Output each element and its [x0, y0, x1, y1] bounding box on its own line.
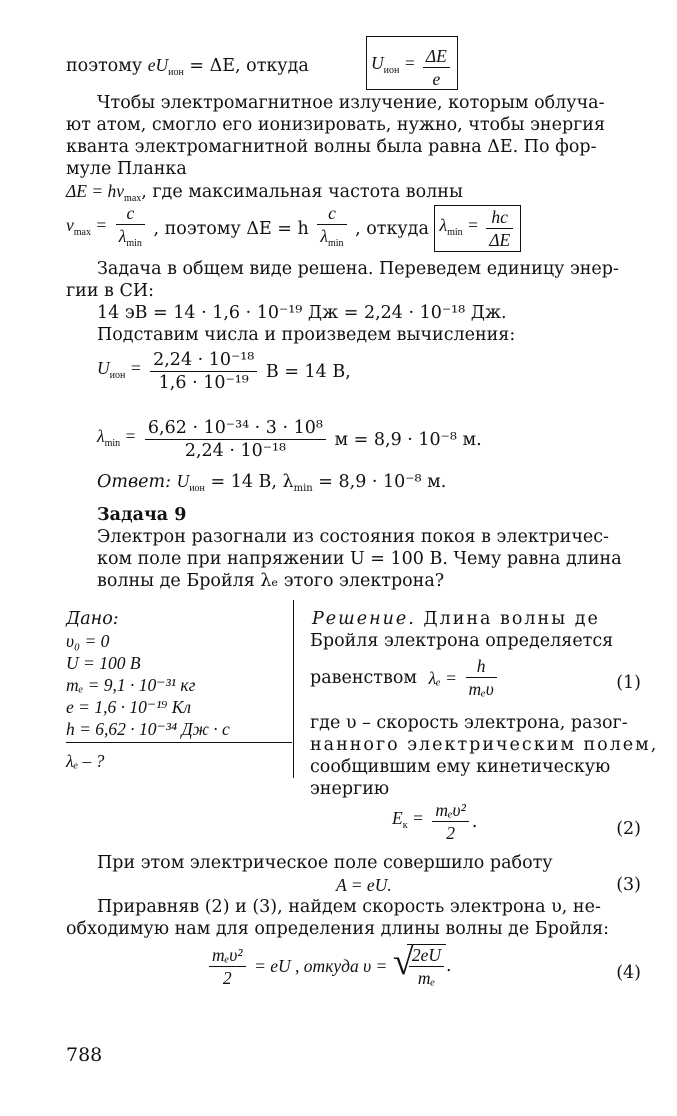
solution-label: Решение. [312, 609, 416, 629]
nu-formula-line: $\nu_{max}$ = $\frac{c}{\lambda_{min}}$ , поэтому ΔE = h $\frac{c}{\lambda_{min}}$ , откуда $\lambda_{min}$ = $\frac{hc}{\Delta E}$ [66, 203, 521, 254]
given-divider [66, 742, 292, 743]
p3-line-3: 14 эВ = 14 · 1,6 · 10⁻¹⁹ Дж = 2,24 · 10⁻¹⁸ Дж. [97, 303, 507, 323]
p2-line-1: Чтобы электромагнитное излучение, которым облуча- [97, 93, 605, 113]
nu: ν [66, 214, 74, 235]
given-title: Дано: [66, 609, 119, 629]
eq4-number: (4) [616, 963, 641, 983]
eq3-text: A = eU. [336, 875, 392, 895]
eq1-number: (1) [616, 673, 641, 693]
eq2-num: mₑυ² [432, 800, 469, 822]
nu-den2: λ [320, 226, 328, 246]
calc1-den: 1,6 · 10⁻¹⁹ [158, 373, 249, 393]
solution-l1-rest: Длина волны де [415, 609, 600, 629]
eq4-rad-den: mₑ [417, 968, 436, 988]
eq4-num: mₑυ² [209, 945, 246, 967]
given-vertical-rule [293, 600, 294, 778]
eq2-number: (2) [616, 819, 641, 839]
solution-line-6: сообщившим ему кинетическую [310, 757, 611, 777]
given-item-3: mₑ = 9,1 · 10⁻³¹ кг [66, 675, 196, 695]
nu-sub: max [73, 226, 91, 238]
task9-line-3: волны де Бройля λₑ этого электрона? [97, 571, 445, 591]
eq3-number: (3) [616, 875, 641, 895]
eq-eu: eU [147, 55, 169, 75]
solution-line-2: Бройля электрона определяется [310, 631, 614, 651]
given-item-2: U = 100 В [66, 653, 141, 673]
answer-sub2: min [293, 483, 313, 494]
p3-line-1: Задача в общем виде решена. Переведем единицу энер- [97, 259, 619, 279]
calc2-den: 2,24 · 10⁻¹⁸ [184, 441, 287, 461]
nu-mid: , поэтому ΔE = h [153, 218, 309, 239]
line-p1 [66, 54, 309, 84]
solution-line-7: энергию [310, 779, 390, 799]
calc2-num: 6,62 · 10⁻³⁴ · 3 · 10⁸ [145, 418, 326, 440]
solution-l3-text: равенством [310, 667, 417, 688]
p3-line-4: Подставим числа и произведем вычисления: [97, 325, 516, 345]
p2-line-4: муле Планка [66, 159, 187, 179]
eq2-sub: к [402, 819, 408, 831]
answer-end: = 8,9 · 10⁻⁸ м. [312, 472, 447, 492]
given-item-1: υ₀ = 0 [66, 631, 110, 651]
given-item-4: e = 1,6 · 10⁻¹⁹ Кл [66, 697, 192, 717]
calc1-rhs: В = 14 В, [265, 361, 351, 382]
eq-rest: = ΔE, откуда [183, 56, 309, 76]
task9-title: Задача 9 [97, 505, 187, 525]
solution-l3-num: h [466, 656, 497, 678]
answer-sub: ион [189, 483, 205, 494]
box-u: U [371, 53, 384, 73]
calc-u-line: $U_{ион}$ = $\frac{\text{2,24 · 10⁻¹⁸}}{\text{1,6 · 10⁻¹⁹}}$ В = 14 В, [97, 350, 351, 393]
eq4-den: 2 [222, 967, 232, 988]
calc1-lhs-sub: ион [109, 369, 126, 381]
given-find: λₑ – ? [66, 751, 105, 771]
p2-line-2: ют атом, смогло его ионизировать, нужно, чтобы энергия [66, 115, 606, 135]
box-de: ΔE [489, 230, 511, 250]
nu-end: , откуда [355, 218, 429, 239]
p4-line: При этом электрическое поле совершило работу [97, 853, 553, 873]
answer-mid: = 14 В, λ [204, 472, 294, 492]
sub-ion: ион [168, 67, 184, 78]
box-lambda: λ [439, 214, 448, 235]
eq4-mid: = eU , откуда υ = [254, 956, 388, 976]
box-num: ΔE [423, 46, 450, 68]
nu-num2: c [317, 203, 346, 225]
task9-line-1: Электрон разогнали из состояния покоя в электричес- [97, 527, 609, 547]
answer-line [97, 470, 446, 500]
nu-den-sub: min [126, 238, 142, 249]
eq2-den: 2 [446, 823, 455, 843]
answer-label: Ответ: [97, 472, 171, 492]
calc2-lhs-sub: min [104, 437, 121, 449]
planck-rest: , где максимальная частота волны [141, 182, 463, 202]
given-item-5: h = 6,62 · 10⁻³⁴ Дж · с [66, 719, 230, 739]
calc2-lhs: λ [97, 425, 105, 446]
task9-line-2: ком поле при напряжении U = 100 В. Чему равна длина [97, 549, 622, 569]
planck-lhs: ΔE = hν [66, 181, 125, 201]
calc-lambda-line: $\lambda_{min}$ = $\frac{\text{6,62 · 10⁻³⁴ · 3 · 10⁸}}{\text{2,24 · 10⁻¹⁸}}$ м = 8,9 · 10⁻⁸ м. [97, 418, 482, 461]
p5-line-2: обходимую нам для определения длины волны де Бройля: [66, 919, 610, 939]
box-hc: hc [486, 207, 513, 229]
calc1-num: 2,24 · 10⁻¹⁸ [150, 350, 257, 372]
calc2-rhs: м = 8,9 · 10⁻⁸ м. [334, 429, 482, 450]
p2-line-3: кванта электромагнитной волны была равна ΔE. По фор- [66, 137, 597, 157]
eq2-line: $E_к$ = $\frac{\text{mₑυ²}}{2}$ . [392, 800, 478, 843]
solution-l3-lhs: λₑ = [428, 667, 457, 688]
solution-line-3 [310, 656, 500, 699]
nu-den2-sub: min [327, 238, 344, 249]
eq4-line: $\frac{\text{mₑυ²}}{2}$ = eU , откуда υ = √ $\frac{2eU}{\text{mₑ}}$ . [206, 944, 452, 988]
solution-line-1 [312, 608, 600, 630]
page-number: 788 [66, 1044, 103, 1066]
box-lambda-sub: min [447, 226, 463, 238]
box-u-sub: ион [383, 65, 400, 76]
eq4-rad-num: 2eU [409, 945, 444, 967]
p5-line-1: Приравняв (2) и (3), найдем скорость электрона υ, не- [97, 897, 601, 917]
boxed-formula-u: $U_{ион}$ = $\frac{\Delta E}{e}$ [366, 36, 458, 90]
planck-sub: max [124, 193, 142, 204]
box-den: e [432, 68, 441, 89]
eq2-lhs: E [392, 807, 403, 828]
nu-den: λ [118, 226, 127, 246]
nu-num: c [116, 203, 145, 225]
answer-u: U [176, 471, 190, 491]
solution-line-4: где υ – скорость электрона, разог- [310, 713, 628, 733]
calc1-lhs: U [97, 357, 110, 378]
p3-line-2: гии в СИ: [66, 281, 155, 301]
text-lead: поэтому [66, 56, 143, 76]
solution-l3-den: mₑυ [468, 679, 494, 699]
solution-line-5: нанного электрическим полем, [310, 735, 659, 755]
sqrt-sign: √ $\frac{2eU}{\text{mₑ}}$ [393, 944, 446, 988]
